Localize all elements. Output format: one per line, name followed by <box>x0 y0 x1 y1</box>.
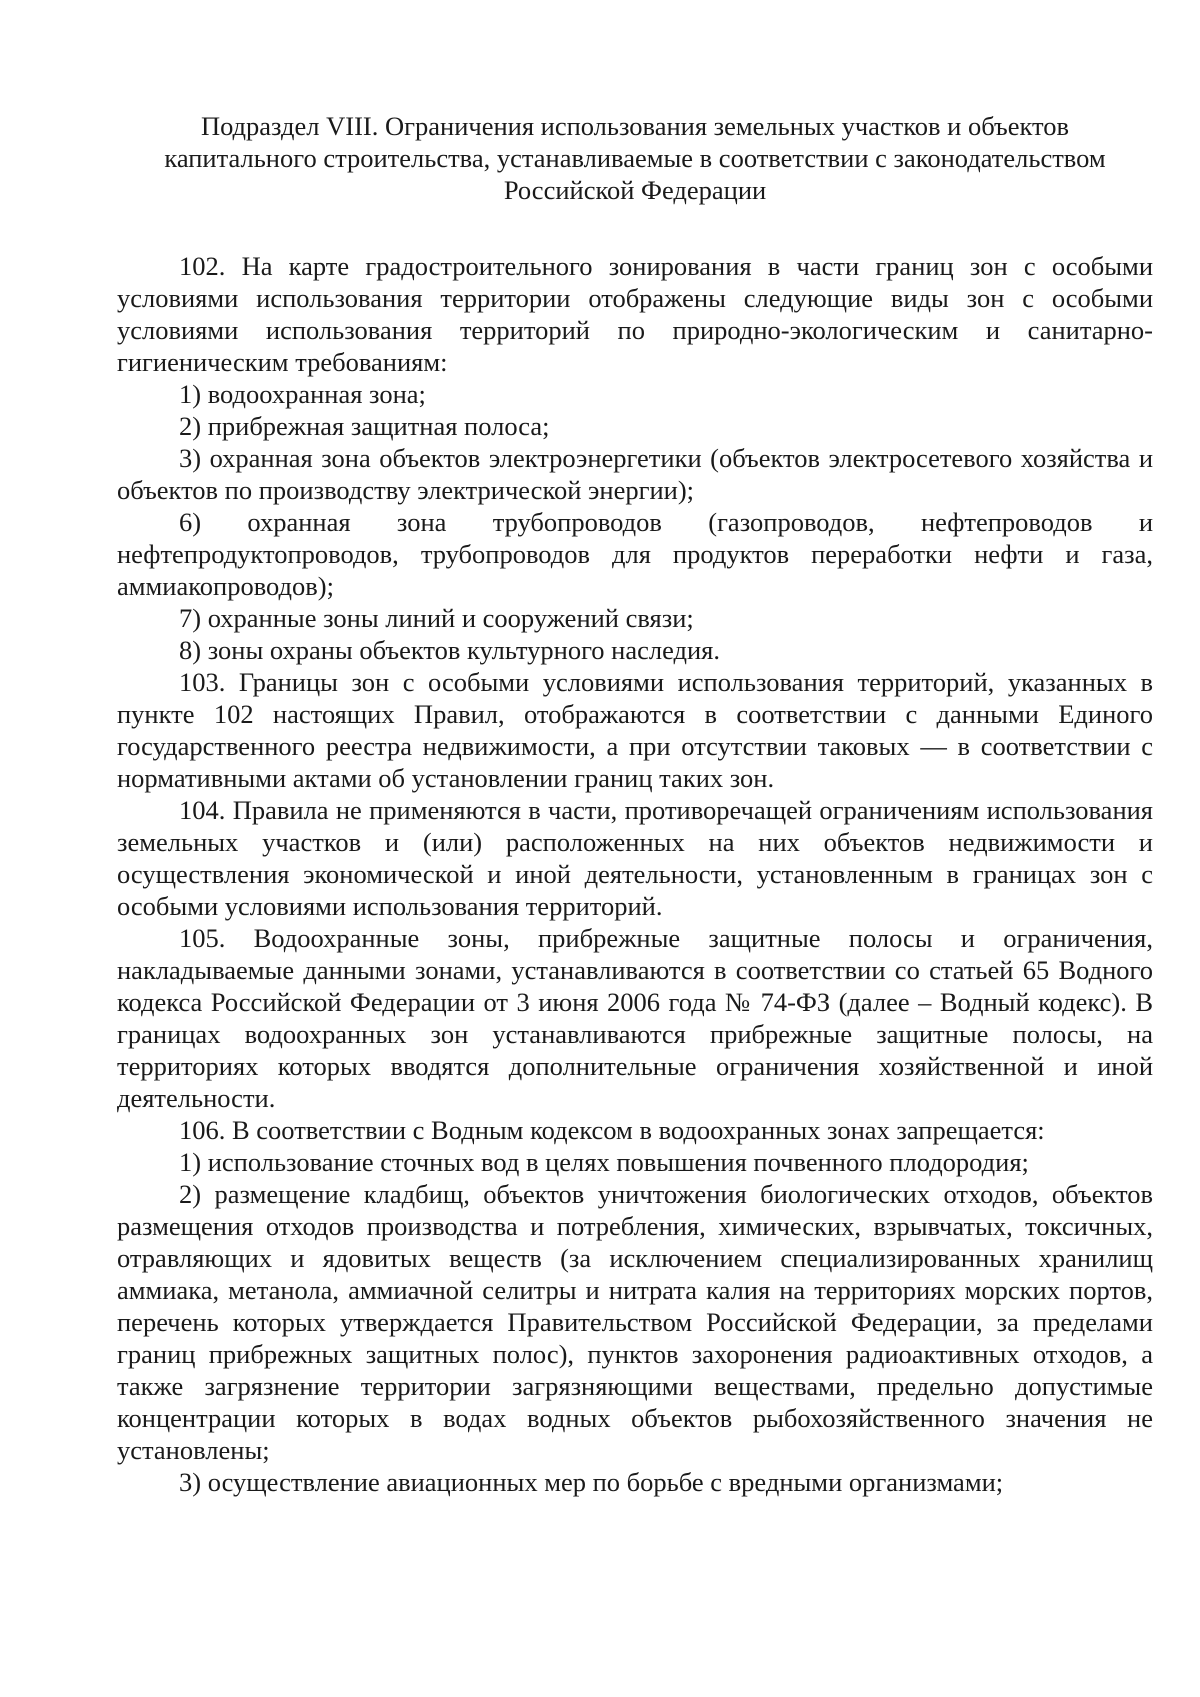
list-item: 3) осуществление авиационных мер по борьбе с вредными организмами; <box>179 1467 1004 1497</box>
list-item: 1) водоохранная зона; <box>179 379 426 409</box>
document-page <box>117 110 1153 1498</box>
list-item: 2) прибрежная защитная полоса; <box>179 411 550 441</box>
paragraph-105: 105. Водоохранные зоны, прибрежные защитные полосы и ограничения, накладываемые данными зонами, устанавливаются в соответствии со статьей 65 Водного кодекса Российской Федерации от 3 июня 2006 года № 74-ФЗ (далее – Водный кодекс). В границах водоохранных зон устанавливаются прибрежные защитные полосы, на территориях которых вводятся дополнительные ограничения хозяйственной и иной деятельности. <box>117 923 1153 1113</box>
paragraph-106: 106. В соответствии с Водным кодексом в водоохранных зонах запрещается: <box>179 1115 1045 1145</box>
paragraph-104: 104. Правила не применяются в части, противоречащей ограничениям использования земельных участков и (или) расположенных на них объектов недвижимости и осуществления экономической и иной деятельности, установленным в границах зон с особыми условиями использования территорий. <box>117 795 1153 921</box>
list-item: 7) охранные зоны линий и сооружений связи; <box>179 603 694 633</box>
list-item: 3) охранная зона объектов электроэнергетики (объектов электросетевого хозяйства и объектов по производству электрической энергии); <box>117 443 1153 505</box>
heading-line-2: капитального строительства, устанавливаемые в соответствии с законодательством <box>164 143 1106 173</box>
list-item: 6) охранная зона трубопроводов (газопроводов, нефтепроводов и нефтепродуктопроводов, трубопроводов для продуктов переработки нефти и газа, аммиакопроводов); <box>117 507 1153 601</box>
heading-line-1: Подраздел VIII. Ограничения использования земельных участков и объектов <box>200 111 1070 141</box>
paragraph-102: 102. На карте градостроительного зонирования в части границ зон с особыми условиями использования территории отображены следующие виды зон с особыми условиями использования территорий по природно-экологическим и санитарно-гигиеническим требованиям: <box>117 251 1153 377</box>
list-item: 2) размещение кладбищ, объектов уничтожения биологических отходов, объектов размещения отходов производства и потребления, химических, взрывчатых, токсичных, отравляющих и ядовитых веществ (за исключением специализированных хранилищ аммиака, метанола, аммиачной селитры и нитрата калия на территориях морских портов, перечень которых утверждается Правительством Российской Федерации, за пределами границ прибрежных защитных полос), пунктов захоронения радиоактивных отходов, а также загрязнение территории загрязняющими веществами, предельно допустимые концентрации которых в водах водных объектов рыбохозяйственного значения не установлены; <box>117 1179 1153 1465</box>
paragraph-103: 103. Границы зон с особыми условиями использования территорий, указанных в пункте 102 настоящих Правил, отображаются в соответствии с данными Единого государственного реестра недвижимости, а при отсутствии таковых — в соответствии с нормативными актами об установлении границ таких зон. <box>117 667 1153 793</box>
list-item: 1) использование сточных вод в целях повышения почвенного плодородия; <box>179 1147 1029 1177</box>
list-item: 8) зоны охраны объектов культурного наследия. <box>179 635 720 665</box>
heading-line-3: Российской Федерации <box>503 175 767 205</box>
section-heading <box>117 110 1153 206</box>
